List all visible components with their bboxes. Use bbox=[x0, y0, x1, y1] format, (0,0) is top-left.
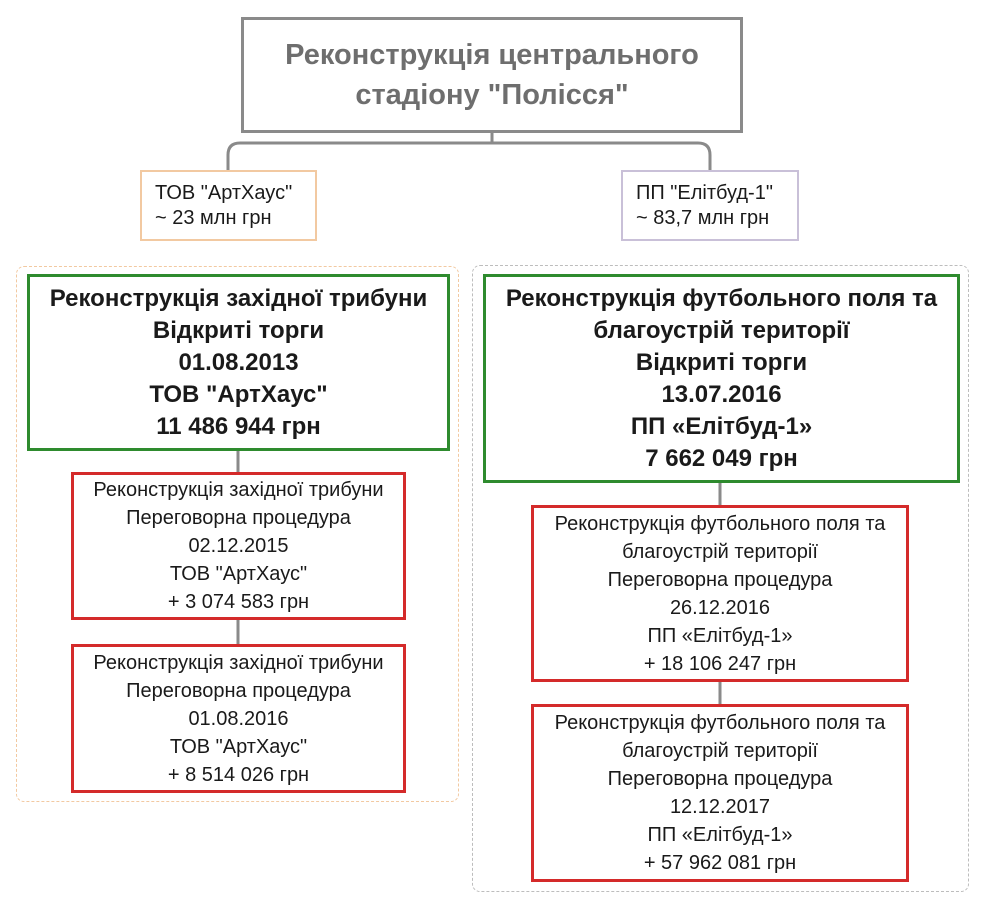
contract-line: + 57 962 081 грн bbox=[643, 852, 797, 874]
vendor-box-artkhaus bbox=[140, 170, 317, 241]
contract-line: 11 486 944 грн bbox=[156, 412, 321, 440]
vendor-amount: ~ 23 млн грн bbox=[155, 206, 272, 229]
contract-amendment-right-2 bbox=[531, 704, 909, 882]
contract-line: 02.12.2015 bbox=[188, 535, 289, 557]
vendor-box-elitbud bbox=[621, 170, 799, 241]
contract-line: Відкриті торги bbox=[152, 316, 325, 344]
contract-line: Реконструкція західної трибуни bbox=[49, 284, 428, 312]
contract-line: 01.08.2016 bbox=[188, 707, 289, 730]
contract-amendment-left-1 bbox=[71, 472, 406, 620]
contract-main-right bbox=[483, 274, 960, 483]
contract-line: Реконструкція західної трибуни bbox=[93, 479, 384, 501]
contract-line: 26.12.2016 bbox=[669, 596, 771, 619]
contract-line: + 3 074 583 грн bbox=[167, 591, 310, 613]
contract-line: ТОВ "АртХаус" bbox=[149, 380, 328, 408]
connector-title-branches bbox=[228, 143, 710, 170]
contract-line: 12.12.2017 bbox=[669, 796, 771, 818]
contract-line: Переговорна процедура bbox=[607, 568, 833, 591]
contract-line: Реконструкція футбольного поля та bbox=[505, 284, 938, 312]
contract-line: Відкриті торги bbox=[635, 348, 808, 376]
contract-line: 7 662 049 грн bbox=[645, 444, 798, 472]
contract-line: благоустрій території bbox=[622, 740, 818, 762]
project-title-line: стадіону "Полісся" bbox=[355, 79, 629, 111]
vendor-name: ПП "Елітбуд-1" bbox=[636, 181, 773, 204]
contract-line: благоустрій території bbox=[622, 540, 818, 563]
contract-line: ПП «Елітбуд-1» bbox=[647, 624, 793, 647]
contract-line: + 8 514 026 грн bbox=[167, 763, 310, 786]
vendor-name: ТОВ "АртХаус" bbox=[155, 181, 293, 204]
contract-line: благоустрій території bbox=[593, 316, 850, 344]
contract-line: ПП «Елітбуд-1» bbox=[647, 824, 793, 846]
contract-line: ТОВ "АртХаус" bbox=[169, 735, 308, 758]
vendor-amount: ~ 83,7 млн грн bbox=[636, 206, 770, 229]
contract-line: Реконструкція футбольного поля та bbox=[554, 512, 886, 535]
contract-line: Реконструкція західної трибуни bbox=[93, 651, 384, 674]
contract-line: ТОВ "АртХаус" bbox=[169, 563, 308, 585]
contract-main-left bbox=[27, 274, 450, 451]
contract-line: Реконструкція футбольного поля та bbox=[554, 712, 886, 734]
project-title-box bbox=[241, 17, 743, 133]
contract-line: Переговорна процедура bbox=[126, 507, 351, 529]
contract-amendment-left-2 bbox=[71, 644, 406, 793]
contract-line: Переговорна процедура bbox=[126, 679, 351, 702]
project-title-line: Реконструкція центрального bbox=[285, 39, 699, 71]
contract-line: 01.08.2013 bbox=[178, 348, 299, 376]
contract-line: Переговорна процедура bbox=[607, 768, 833, 790]
contract-line: 13.07.2016 bbox=[661, 380, 782, 408]
contract-line: ПП «Елітбуд-1» bbox=[630, 412, 813, 440]
contract-amendment-right-1 bbox=[531, 505, 909, 682]
contract-line: + 18 106 247 грн bbox=[643, 652, 797, 675]
